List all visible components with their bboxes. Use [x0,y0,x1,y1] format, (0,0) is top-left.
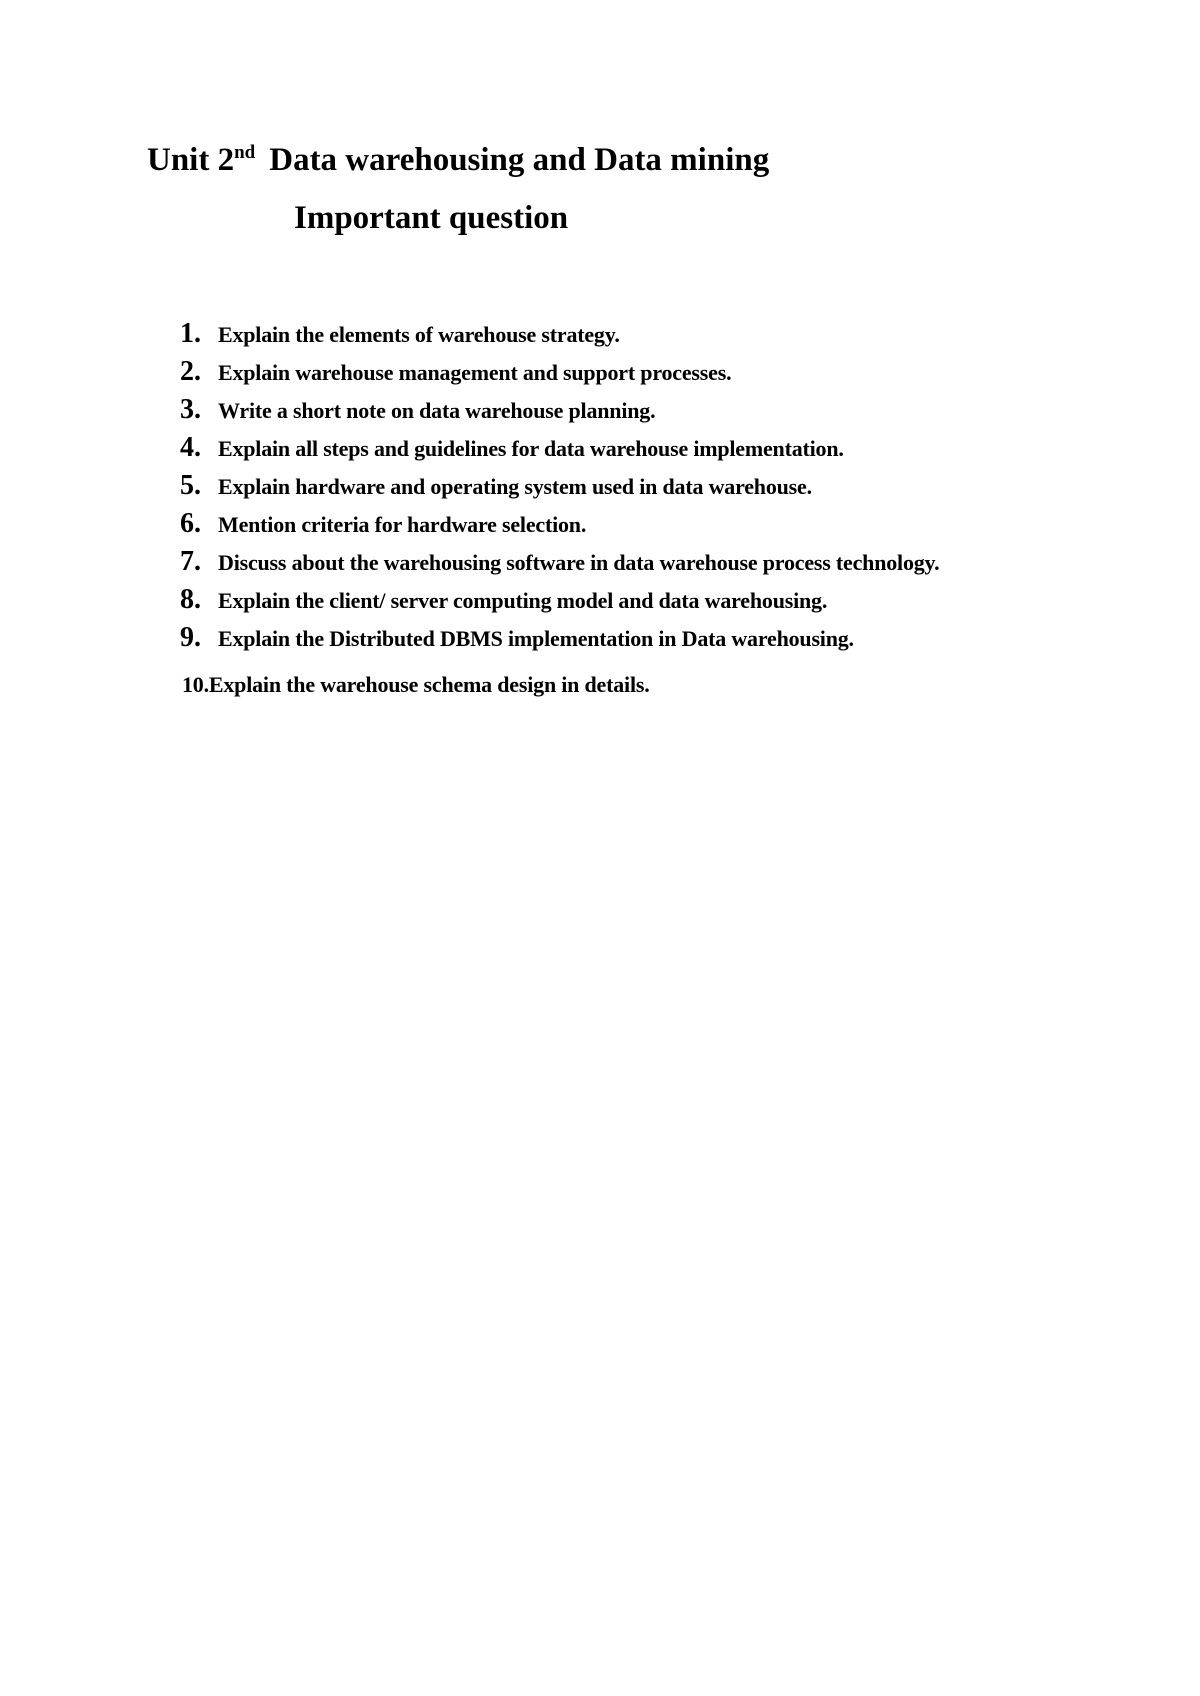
question-number: 4. [180,432,201,463]
list-item [180,470,939,508]
question-10: 10.Explain the warehouse schema design in details. [182,672,650,697]
question-number: 9. [180,622,201,653]
question-number: 7. [180,546,201,577]
list-item [180,508,939,546]
question-text: Explain the client/ server computing model and data warehousing. [218,588,828,613]
list-item [180,318,939,356]
list-item [180,432,939,470]
question-text: Explain warehouse management and support processes. [218,360,732,385]
unit-label: Unit 2 [147,142,235,178]
list-item [180,546,939,584]
page-title [147,140,769,180]
question-text: Discuss about the warehousing software in data warehouse process technology. [218,550,940,575]
question-number: 1. [180,318,201,349]
page-subtitle: Important question [294,200,569,236]
list-item [180,622,939,660]
question-text: Explain the Distributed DBMS implementation in Data warehousing. [218,626,854,651]
list-item [180,394,939,432]
question-text: Mention criteria for hardware selection. [218,512,587,537]
question-text: Write a short note on data warehouse planning. [218,398,656,423]
subject-title: Data warehousing and Data mining [269,142,770,178]
question-number: 2. [180,356,201,387]
unit-superscript: nd [234,142,256,163]
question-number: 8. [180,584,201,615]
question-text: Explain all steps and guidelines for data warehouse implementation. [218,436,844,461]
question-number: 3. [180,394,201,425]
question-list [180,318,939,660]
question-text: Explain the elements of warehouse strategy. [218,322,620,347]
question-number: 6. [180,508,201,539]
question-text: Explain hardware and operating system used in data warehouse. [218,474,812,499]
list-item [180,356,939,394]
list-item [180,584,939,622]
question-number: 5. [180,470,201,501]
